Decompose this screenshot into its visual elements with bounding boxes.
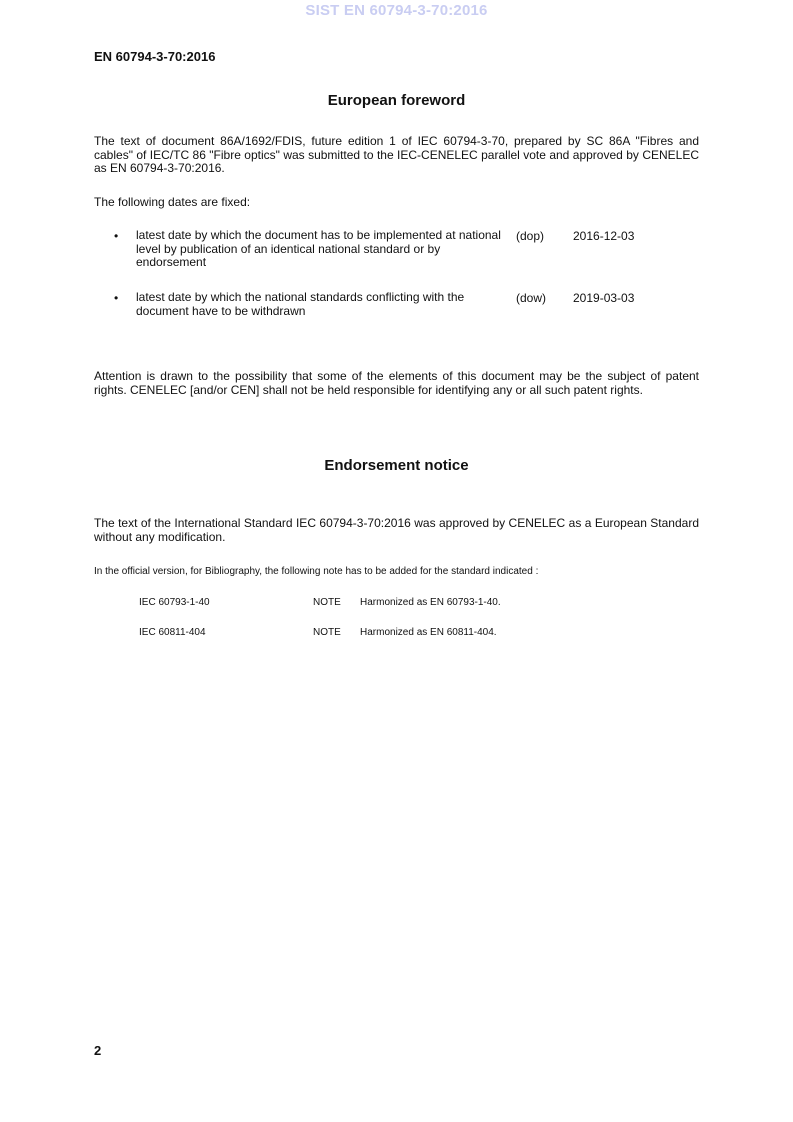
date-item-abbr: (dow) <box>516 291 547 305</box>
watermark: SIST EN 60794-3-70:2016 <box>305 2 488 19</box>
date-item-text: latest date by which the document has to be implemented at national level by publication of an identical national standard or by endorsement <box>136 228 501 269</box>
bullet-icon: • <box>114 291 119 305</box>
note-standard: IEC 60811-404 <box>139 627 206 638</box>
date-item-abbr: (dop) <box>516 229 545 243</box>
note-label: NOTE <box>313 597 341 608</box>
endorsement-text: The text of the International Standard IEC 60794-3-70:2016 was approved by CENELEC as a European Standard without any modification. <box>94 516 699 544</box>
note-text: Harmonized as EN 60793-1-40. <box>360 597 501 608</box>
date-item-text: latest date by which the national standards conflicting with the document have to be withdrawn <box>136 290 465 318</box>
note-label: NOTE <box>313 627 341 638</box>
foreword-intro: The text of document 86A/1692/FDIS, future edition 1 of IEC 60794-3-70, prepared by SC 86A "Fibres and cables" of IEC/TC 86 "Fibre optics" was submitted to the IEC-CENELEC parallel vote and approved by CENELEC as EN 60794-3-70:2016. <box>94 134 699 175</box>
bullet-icon: • <box>114 229 119 243</box>
patent-notice: Attention is drawn to the possibility that some of the elements of this document may be the subject of patent rights. CENELEC [and/or CEN] shall not be held responsible for identifying any or all such patent rights. <box>94 369 699 397</box>
document-id: EN 60794-3-70:2016 <box>94 49 216 64</box>
note-text: Harmonized as EN 60811-404. <box>360 627 497 638</box>
note-standard: IEC 60793-1-40 <box>139 597 210 608</box>
date-item-date: 2019-03-03 <box>573 291 635 305</box>
foreword-title: European foreword <box>327 92 466 109</box>
date-item-date: 2016-12-03 <box>573 229 635 243</box>
page-number: 2 <box>94 1043 102 1058</box>
endorsement-title: Endorsement notice <box>324 457 469 474</box>
dates-intro: The following dates are fixed: <box>94 195 251 209</box>
bibliography-intro: In the official version, for Bibliography, the following note has to be added for the standard indicated : <box>94 566 539 577</box>
